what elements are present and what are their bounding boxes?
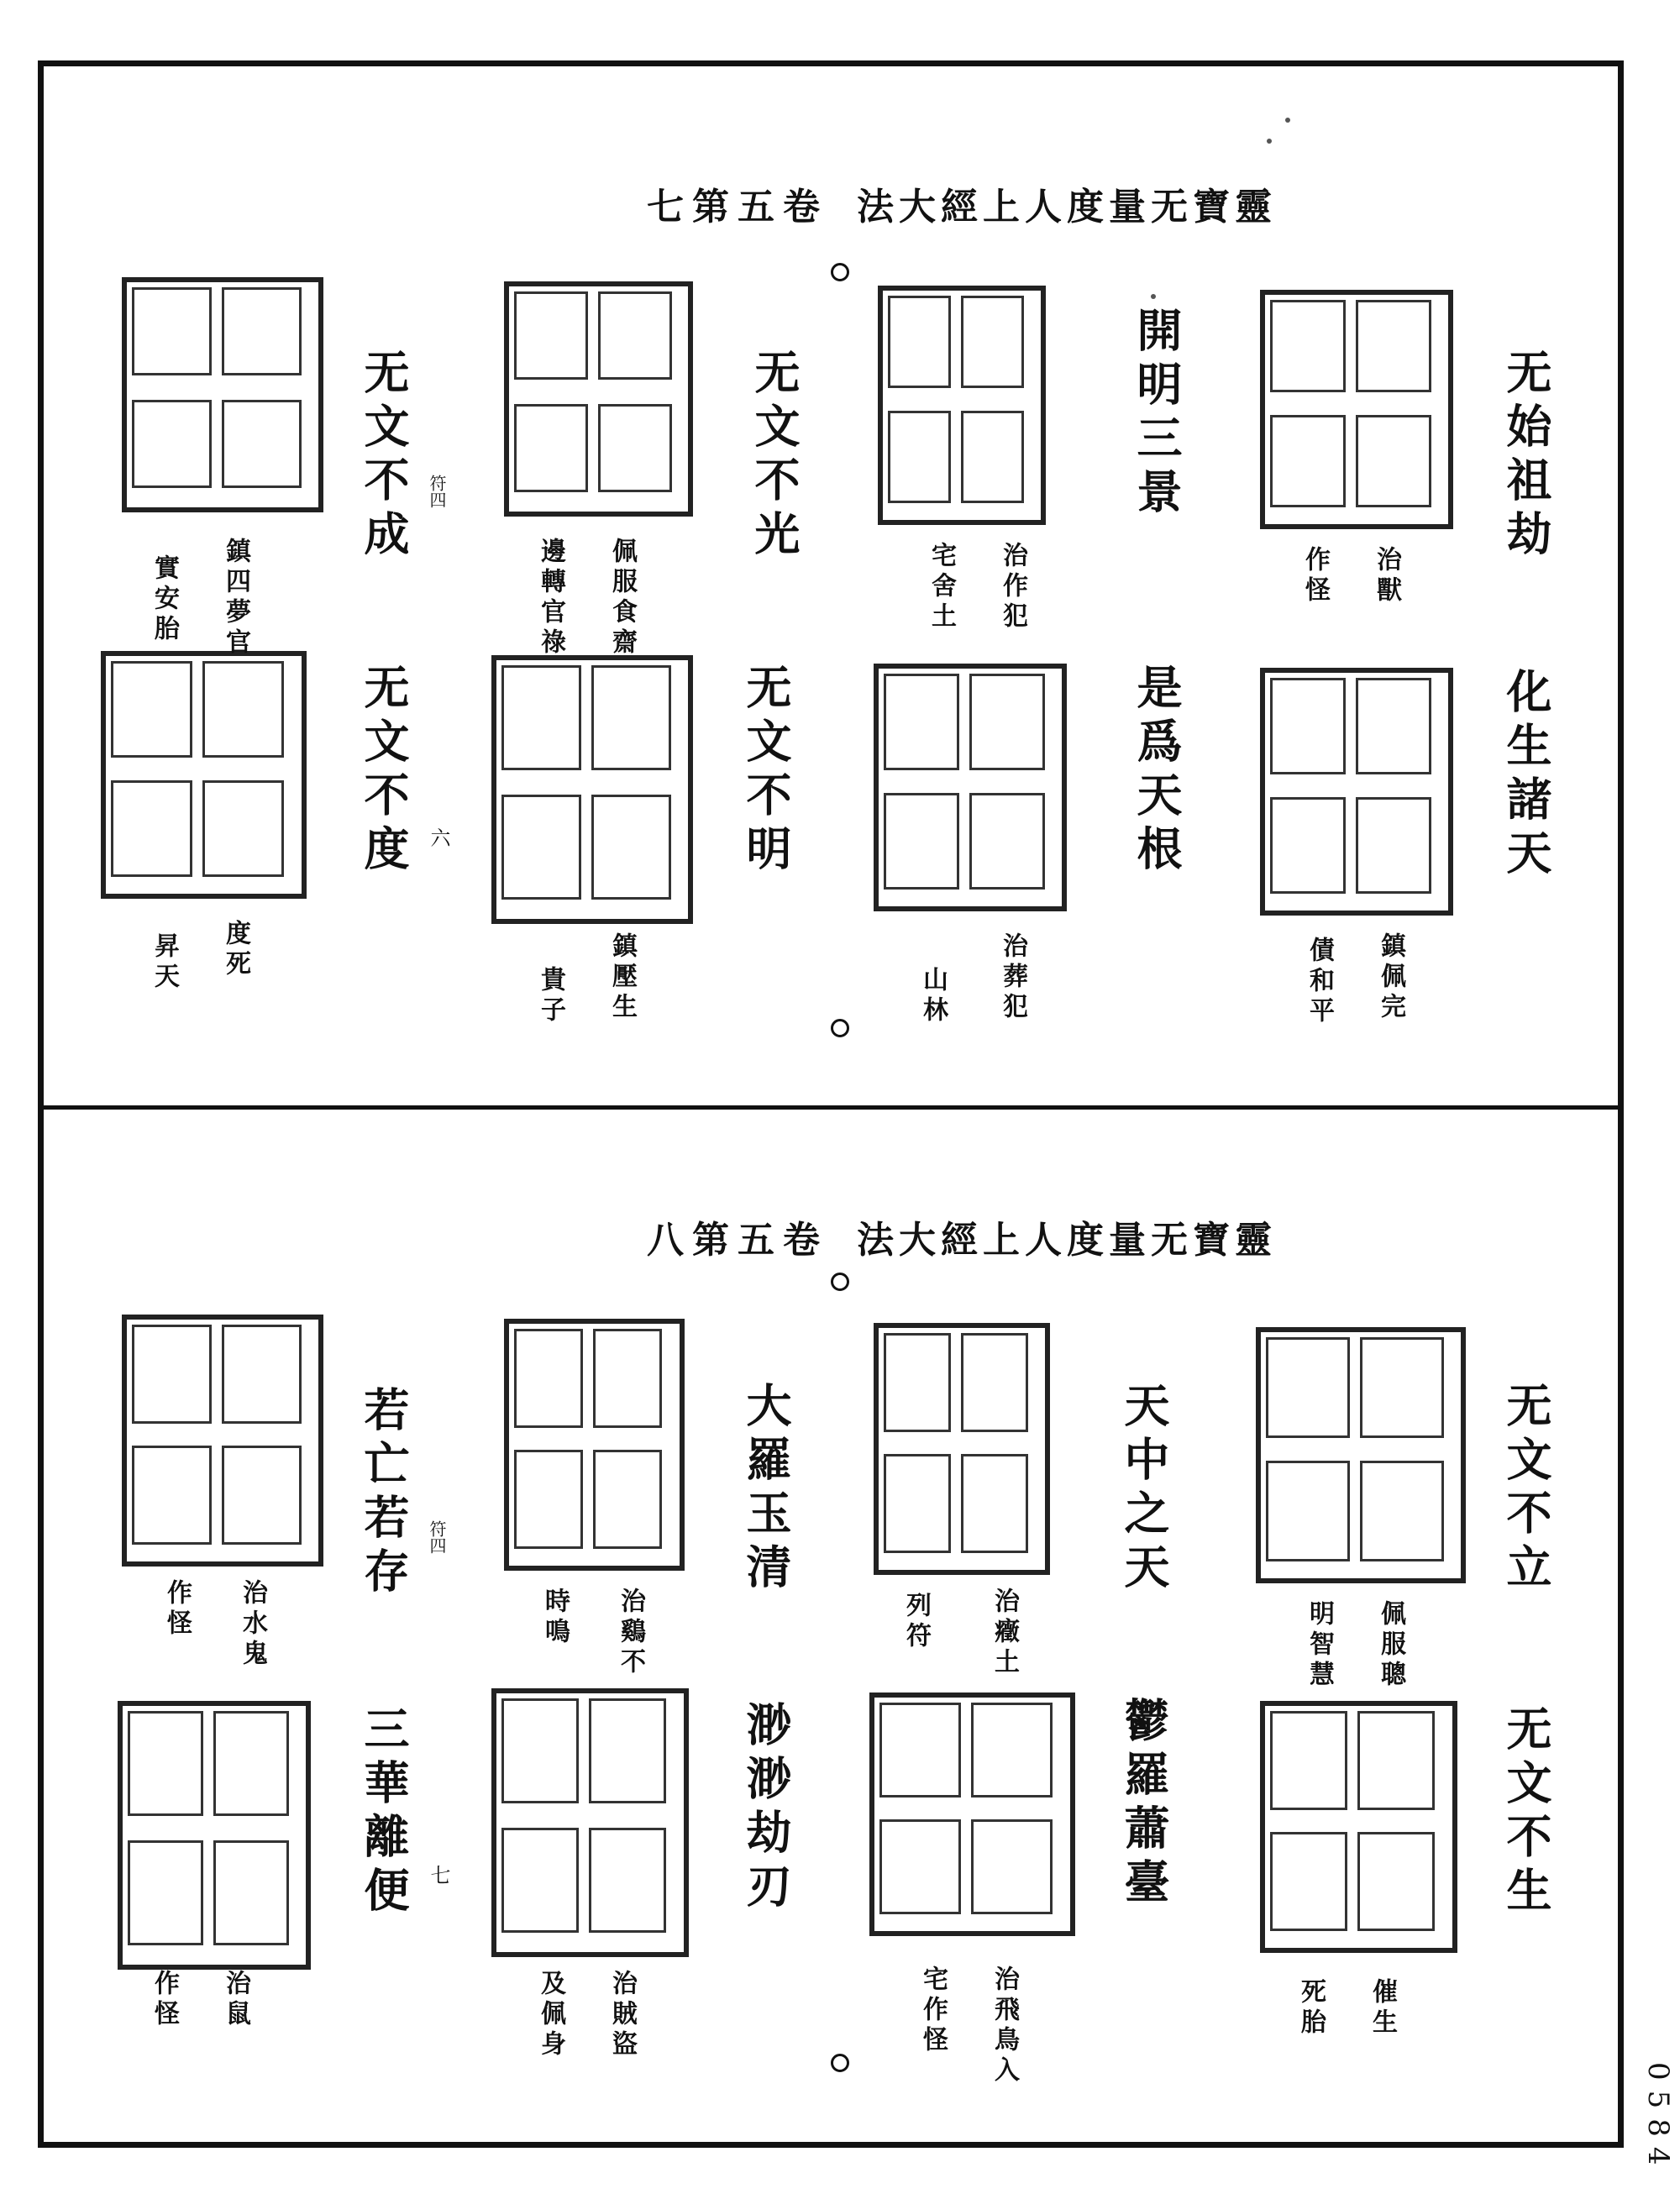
talisman-seal (1260, 290, 1453, 529)
panel-divider (38, 1105, 1624, 1110)
talisman-note: 作怪 (1300, 546, 1330, 606)
verse-column: 无文不成 (357, 349, 411, 564)
talisman-note: 治葬犯 (998, 932, 1027, 1023)
talisman-note: 昇天 (150, 932, 179, 993)
talisman-note: 度死 (221, 920, 250, 980)
talisman-seal (122, 1315, 323, 1567)
talisman-seal (122, 277, 323, 512)
talisman-seal (1260, 668, 1453, 916)
ink-speck (1151, 294, 1156, 299)
verse-column: 无始祖劫 (1499, 349, 1553, 564)
talisman-note: 治鷄不 (616, 1588, 645, 1678)
talisman-note: 治癥土 (990, 1588, 1019, 1678)
verse-column: 无文不生 (1499, 1705, 1553, 1920)
talisman-note: 佩服食齋 (607, 538, 637, 659)
binding-hole-circle (831, 2054, 849, 2072)
talisman-note: 死胎 (1296, 1978, 1326, 2039)
talisman-seal (504, 281, 693, 517)
talisman-number-mark: 七 (427, 1865, 450, 1885)
binding-hole-circle (831, 263, 849, 281)
bottom-header-title: 法大經上人度量无寶靈 (857, 1219, 1277, 1262)
talisman-count-mark: 符四 (427, 1520, 447, 1554)
verse-column: 化生諸天 (1499, 668, 1553, 883)
talisman-note: 宅作怪 (918, 1965, 948, 2056)
talisman-seal (491, 655, 693, 924)
talisman-seal (1260, 1701, 1457, 1953)
verse-column: 是爲天根 (1130, 664, 1184, 879)
talisman-note: 時鳴 (540, 1588, 570, 1648)
talisman-note: 鎮佩完 (1376, 932, 1405, 1023)
talisman-note: 宅舍土 (927, 542, 956, 632)
talisman-count-mark: 符四 (427, 475, 447, 508)
verse-column: 无文不度 (357, 664, 411, 879)
talisman-note: 實安胎 (150, 554, 179, 645)
ink-speck (1285, 118, 1290, 123)
binding-hole-circle (831, 1273, 849, 1291)
talisman-seal (1256, 1327, 1466, 1583)
ink-speck (1267, 139, 1272, 144)
talisman-seal (869, 1693, 1075, 1936)
talisman-note: 鎮四夢官 (221, 538, 250, 659)
verse-column: 鬱羅蕭臺 (1117, 1697, 1171, 1912)
talisman-note: 治作犯 (998, 542, 1027, 632)
talisman-seal (118, 1701, 311, 1970)
verse-column: 天中之天 (1117, 1382, 1171, 1597)
talisman-note: 治賊盜 (607, 1970, 637, 2060)
page-number: 0584 (1641, 2062, 1675, 2175)
verse-column: 无文不明 (739, 664, 793, 879)
verse-column: 大羅玉清 (739, 1382, 793, 1597)
verse-column: 渺渺劫刃 (739, 1701, 793, 1916)
talisman-note: 作怪 (150, 1970, 179, 2030)
talisman-note: 治鼠 (221, 1970, 250, 2030)
talisman-seal (874, 664, 1067, 911)
verse-column: 无文不光 (748, 349, 801, 564)
talisman-note: 邊轉官祿 (536, 538, 565, 659)
verse-column: 三華離便 (357, 1705, 411, 1920)
talisman-number-mark: 六 (427, 827, 450, 848)
talisman-note: 作怪 (162, 1579, 192, 1640)
verse-column: 若亡若存 (357, 1386, 411, 1601)
talisman-note: 債和平 (1305, 937, 1334, 1027)
talisman-seal (874, 1323, 1050, 1575)
talisman-note: 列符 (901, 1592, 931, 1652)
talisman-note: 催生 (1368, 1978, 1397, 2039)
bottom-header-volume: 八第五卷 (647, 1219, 828, 1262)
binding-hole-circle (831, 1019, 849, 1037)
talisman-seal (491, 1688, 689, 1957)
talisman-seal (504, 1319, 685, 1571)
talisman-note: 治飛鳥入 (990, 1965, 1019, 2086)
talisman-note: 山林 (918, 966, 948, 1026)
talisman-seal (878, 286, 1046, 525)
top-header-volume: 七第五卷 (647, 186, 828, 228)
talisman-note: 貴子 (536, 966, 565, 1026)
talisman-seal (101, 651, 307, 899)
talisman-note: 治獸 (1372, 546, 1401, 606)
talisman-note: 鎮壓生 (607, 932, 637, 1023)
top-header-title: 法大經上人度量无寶靈 (857, 186, 1277, 228)
talisman-note: 佩服聰 (1376, 1600, 1405, 1691)
talisman-note: 明智慧 (1305, 1600, 1334, 1691)
talisman-note: 及佩身 (536, 1970, 565, 2060)
verse-column: 无文不立 (1499, 1382, 1553, 1597)
verse-column: 開明三景 (1130, 307, 1184, 522)
talisman-note: 治水鬼 (238, 1579, 267, 1670)
